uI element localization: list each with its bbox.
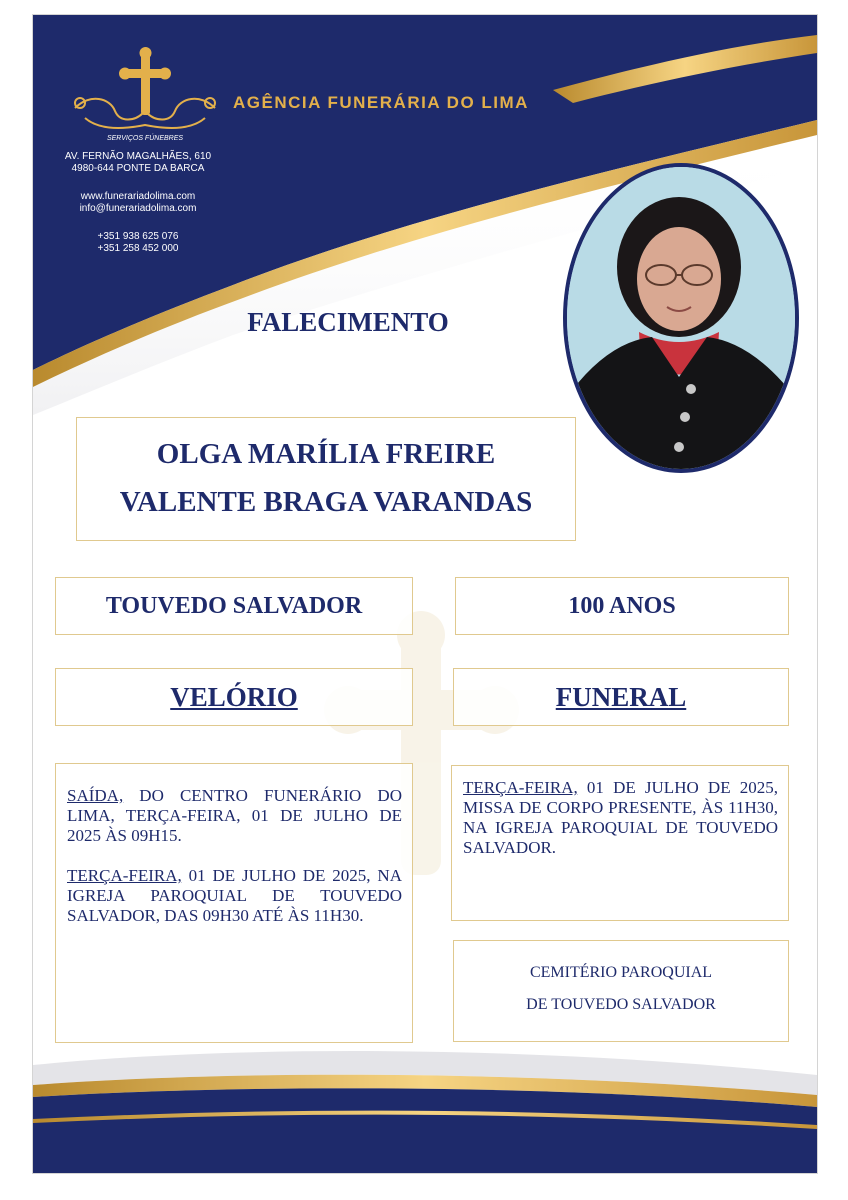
address-line2: 4980-644 PONTE DA BARCA (71, 163, 205, 174)
velorio-title: VELÓRIO (55, 668, 413, 726)
cemetery-line1: CEMITÉRIO PAROQUIAL (529, 964, 713, 981)
funeral-title: FUNERAL (453, 668, 789, 726)
address-line1: AV. FERNÃO MAGALHÃES, 610 (64, 151, 212, 162)
agency-logo (65, 43, 225, 143)
funeral-details (451, 765, 789, 921)
agency-name: AGÊNCIA FUNERÁRIA DO LIMA (233, 93, 529, 112)
funeral-notice-page (32, 14, 818, 1174)
phone-1: +351 938 625 076 (97, 231, 179, 242)
velorio-wake: TERÇA-FEIRA, 01 DE JULHO DE 2025, NA IGREJA PAROQUIAL DE TOUVEDO SALVADOR, DAS 09H30 ATÉ ÀS 11H30. (67, 866, 402, 925)
velorio-details (55, 763, 413, 1043)
agency-address (43, 151, 233, 175)
cemetery-box (453, 940, 789, 1042)
agency-email-link[interactable]: info@funerariadolima.com (79, 203, 197, 214)
deceased-name-line2: VALENTE BRAGA VARANDAS (119, 486, 533, 518)
age-box: 100 ANOS (455, 577, 789, 635)
deceased-name-box (76, 417, 576, 541)
svg-text:SERVIÇOS FÚNEBRES: SERVIÇOS FÚNEBRES (106, 135, 184, 142)
agency-website-link[interactable]: www.funerariadolima.com (80, 191, 196, 202)
velorio-departure: SAÍDA, DO CENTRO FUNERÁRIO DO LIMA, TERÇA-FEIRA, 01 DE JULHO DE 2025 ÀS 09H15. (67, 786, 402, 845)
cemetery-line2: DE TOUVEDO SALVADOR (526, 996, 716, 1013)
agency-phones (43, 231, 233, 255)
deceased-name-line1: OLGA MARÍLIA FREIRE (156, 438, 496, 470)
notice-headline: FALECIMENTO (247, 307, 449, 337)
agency-web-contact (43, 191, 233, 215)
place-box: TOUVEDO SALVADOR (55, 577, 413, 635)
phone-2: +351 258 452 000 (97, 243, 179, 254)
funeral-mass: TERÇA-FEIRA, 01 DE JULHO DE 2025, MISSA DE CORPO PRESENTE, ÀS 11H30, NA IGREJA PAROQUIAL DE TOUVEDO SALVADOR. (463, 778, 778, 857)
portrait-illustration (567, 167, 795, 469)
deceased-photo (563, 163, 799, 473)
